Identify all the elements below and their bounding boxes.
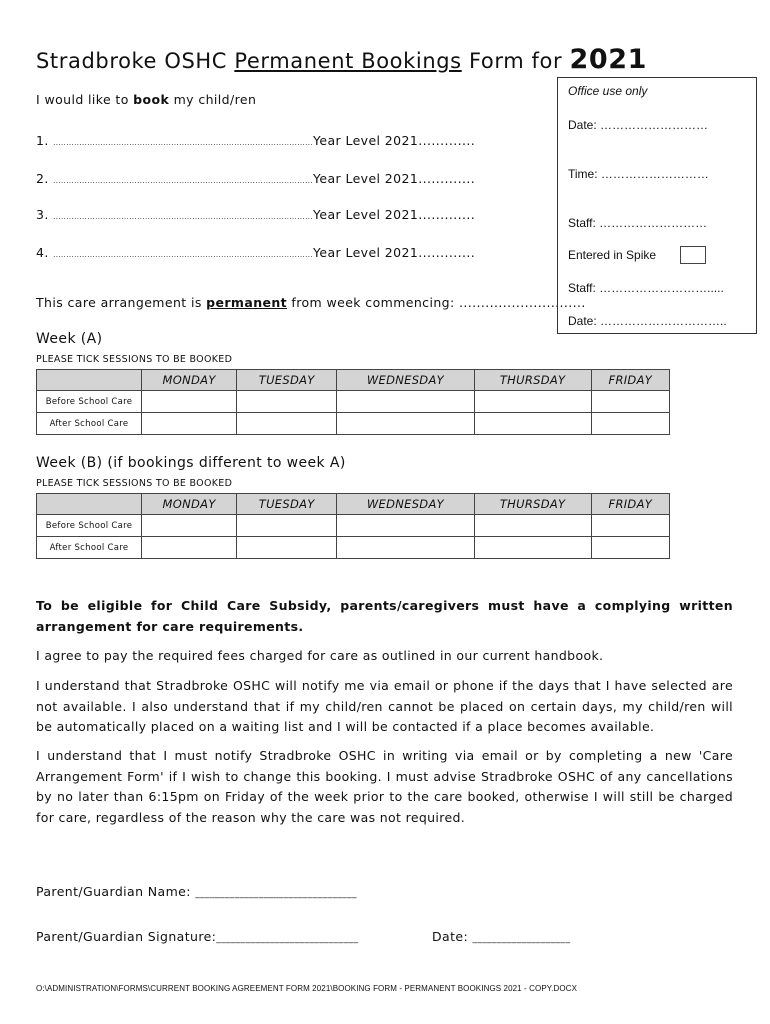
week-a-instruction: PLEASE TICK SESSIONS TO BE BOOKED xyxy=(36,354,233,365)
year-level-label: Year Level 2021............. xyxy=(313,207,476,222)
tick-cell[interactable] xyxy=(337,515,474,537)
title-underlined: Permanent Bookings xyxy=(234,49,462,73)
child-line-4[interactable] xyxy=(36,245,475,260)
guardian-signature-label: Parent/Guardian Signature: xyxy=(36,929,217,944)
page-title xyxy=(36,44,647,75)
tick-cell[interactable] xyxy=(237,515,337,537)
year-level-label: Year Level 2021............. xyxy=(313,133,476,148)
corner-cell xyxy=(37,370,142,391)
session-label: After School Care xyxy=(37,413,142,435)
session-label: After School Care xyxy=(37,537,142,559)
child-name-line: ................................................................................................... xyxy=(53,139,313,147)
office-heading: Office use only xyxy=(568,84,648,98)
table-header-row xyxy=(37,494,670,515)
day-header: FRIDAY xyxy=(591,494,669,515)
title-suffix: Form for xyxy=(461,49,570,73)
table-row xyxy=(37,413,670,435)
child-name-line: ................................................................................................... xyxy=(53,213,313,221)
day-header: FRIDAY xyxy=(591,370,669,391)
child-line-1[interactable] xyxy=(36,133,475,148)
session-label: Before School Care xyxy=(37,515,142,537)
office-date-2: Date: ………………………….. xyxy=(568,314,727,328)
week-b-heading: Week (B) (if bookings different to week A) xyxy=(36,455,346,471)
tick-cell[interactable] xyxy=(142,391,237,413)
office-time: Time: ……………………… xyxy=(568,167,709,181)
day-header: THURSDAY xyxy=(474,370,591,391)
day-header: MONDAY xyxy=(142,370,237,391)
guardian-name-blank: _________________________________ xyxy=(195,889,357,899)
corner-cell xyxy=(37,494,142,515)
office-entered-spike: Entered in Spike xyxy=(568,248,657,262)
session-label: Before School Care xyxy=(37,391,142,413)
child-line-2[interactable] xyxy=(36,171,475,186)
child-line-3[interactable] xyxy=(36,207,475,222)
tick-cell[interactable] xyxy=(591,537,669,559)
child-number: 4. xyxy=(36,245,49,260)
intro-bold: book xyxy=(133,92,170,107)
entered-in-spike-checkbox[interactable] xyxy=(680,246,706,264)
child-number: 3. xyxy=(36,207,49,222)
tick-cell[interactable] xyxy=(474,515,591,537)
intro-after: my child/ren xyxy=(169,92,257,107)
tick-cell[interactable] xyxy=(337,537,474,559)
child-number: 1. xyxy=(36,133,49,148)
week-b-instruction: PLEASE TICK SESSIONS TO BE BOOKED xyxy=(36,478,233,489)
tick-cell[interactable] xyxy=(474,413,591,435)
tick-cell[interactable] xyxy=(591,515,669,537)
tick-cell[interactable] xyxy=(237,391,337,413)
terms-paragraph-2: I understand that Stradbroke OSHC will notify me via email or phone if the days that I have selected are not available. I also understand that if my child/ren cannot be placed on certain days, my child/ren will be automatically placed on a waiting list and I will be contacted if a place becomes available. xyxy=(36,678,733,734)
office-date-1: Date: ……………………… xyxy=(568,118,709,132)
week-b-table xyxy=(36,493,670,559)
arrangement-line[interactable] xyxy=(36,295,586,310)
year-level-label: Year Level 2021............. xyxy=(313,245,476,260)
tick-cell[interactable] xyxy=(237,537,337,559)
tick-cell[interactable] xyxy=(474,537,591,559)
terms-paragraph-3: I understand that I must notify Stradbroke OSHC in writing via email or by completing a new 'Care Arrangement Form' if I wish to change this booking. I must advise Stradbroke OSHC of any cancellations by no later than 6:15pm on Friday of the week prior to the care booked, otherwise I will still be charged for care, regardless of the reason why the care was not required. xyxy=(36,748,733,825)
day-header: TUESDAY xyxy=(237,370,337,391)
office-staff-2: Staff: ………………………..... xyxy=(568,281,724,295)
tick-cell[interactable] xyxy=(237,413,337,435)
tick-cell[interactable] xyxy=(142,515,237,537)
tick-cell[interactable] xyxy=(591,391,669,413)
year-level-label: Year Level 2021............. xyxy=(313,171,476,186)
child-name-line: ................................................................................................... xyxy=(53,251,313,259)
table-header-row xyxy=(37,370,670,391)
arrangement-after: from week commencing: ............................. xyxy=(287,295,586,310)
arrangement-emph: permanent xyxy=(206,295,288,310)
title-year: 2021 xyxy=(569,44,648,75)
tick-cell[interactable] xyxy=(337,391,474,413)
intro-line xyxy=(36,92,256,107)
day-header: THURSDAY xyxy=(474,494,591,515)
child-number: 2. xyxy=(36,171,49,186)
signature-date-blank: ____________________ xyxy=(472,934,571,944)
day-header: TUESDAY xyxy=(237,494,337,515)
signature-date-line[interactable] xyxy=(432,929,570,944)
title-prefix: Stradbroke OSHC xyxy=(36,49,235,73)
table-row xyxy=(37,391,670,413)
guardian-signature-blank: _____________________________ xyxy=(216,934,359,944)
office-staff-1: Staff: ……………………… xyxy=(568,216,708,230)
tick-cell[interactable] xyxy=(474,391,591,413)
tick-cell[interactable] xyxy=(591,413,669,435)
child-name-line: ................................................................................................... xyxy=(53,177,313,185)
guardian-name-label: Parent/Guardian Name: xyxy=(36,884,196,899)
week-a-heading: Week (A) xyxy=(36,331,103,347)
file-path-footer: O:\ADMINISTRATION\FORMS\CURRENT BOOKING AGREEMENT FORM 2021\BOOKING FORM - PERMANENT BOOKINGS 2021 - COPY.DOCX xyxy=(36,984,578,993)
signature-date-label: Date: xyxy=(432,929,473,944)
terms-paragraph-1: I agree to pay the required fees charged for care as outlined in our current handbook. xyxy=(36,648,604,663)
day-header: WEDNESDAY xyxy=(337,494,474,515)
guardian-signature-line[interactable] xyxy=(36,929,358,944)
tick-cell[interactable] xyxy=(337,413,474,435)
tick-cell[interactable] xyxy=(142,537,237,559)
subsidy-note: To be eligible for Child Care Subsidy, parents/caregivers must have a complying written arrangement for care requirements. xyxy=(36,598,733,634)
day-header: WEDNESDAY xyxy=(337,370,474,391)
arrangement-before: This care arrangement is xyxy=(36,295,207,310)
table-row xyxy=(37,515,670,537)
intro-before: I would like to xyxy=(36,92,134,107)
day-header: MONDAY xyxy=(142,494,237,515)
week-a-table xyxy=(36,369,670,435)
table-row xyxy=(37,537,670,559)
guardian-name-line[interactable] xyxy=(36,884,357,899)
office-use-box xyxy=(557,77,757,334)
tick-cell[interactable] xyxy=(142,413,237,435)
